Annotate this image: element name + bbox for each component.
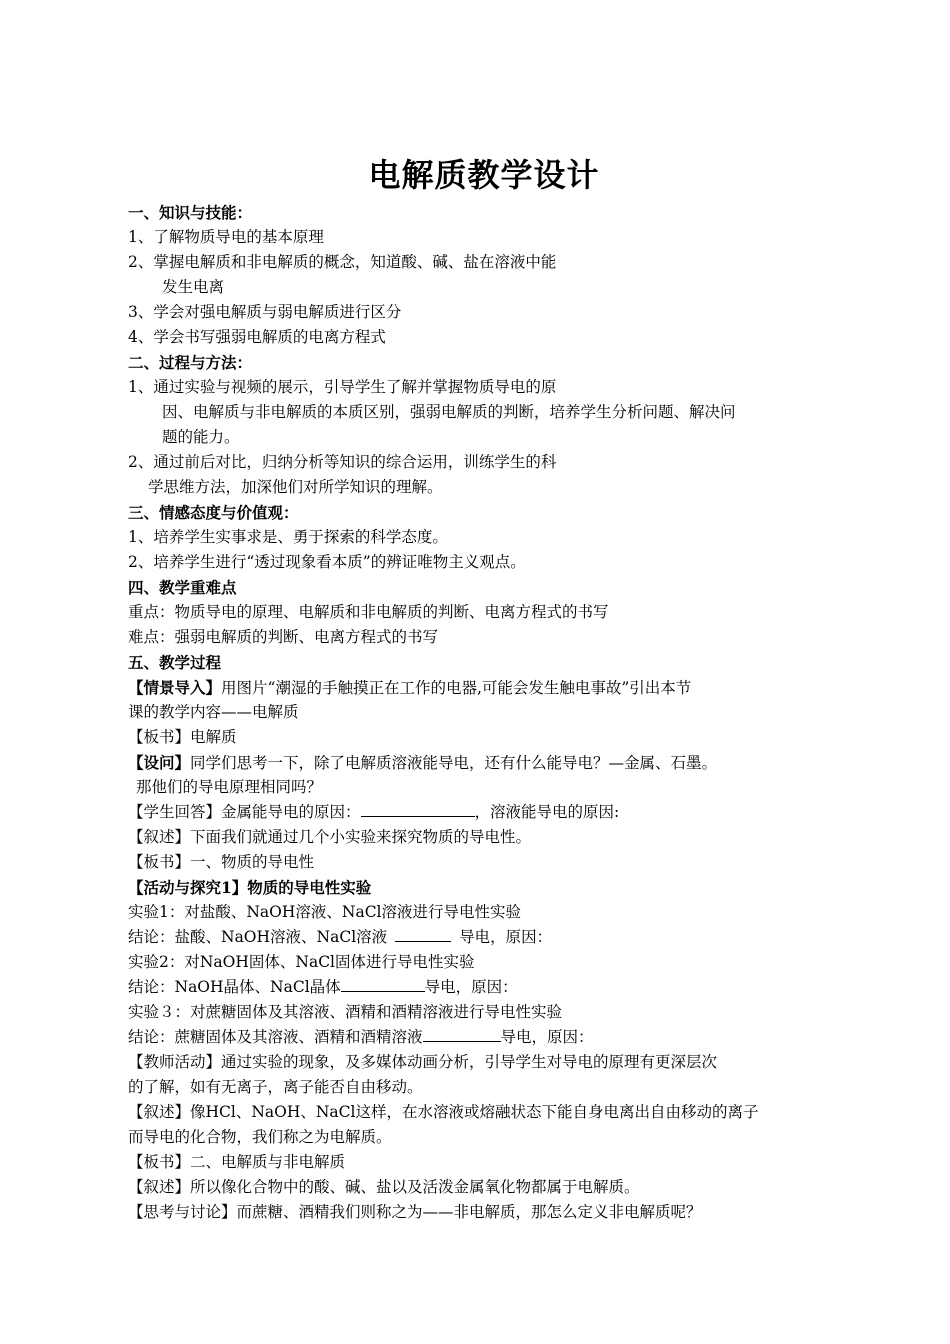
- text-line: 【板书】电解质: [128, 728, 237, 746]
- text-line: 的了解，如有无离子，离子能否自由移动。: [128, 1078, 423, 1096]
- text-line: 题的能力。: [162, 428, 240, 446]
- text-line: [128, 925, 840, 950]
- text-line: 实验1：对盐酸、NaOH溶液、NaCl溶液进行导电性实验: [128, 903, 522, 921]
- fill-blank: [395, 925, 451, 942]
- text-line: 1、培养学生实事求是、勇于探索的科学态度。: [128, 528, 448, 546]
- text-line: 1、了解物质导电的基本原理: [128, 228, 324, 246]
- text-line: 【叙述】像HCl、NaOH、NaCl这样，在水溶液或熔融状态下能自身电离出自由移动的离子: [128, 1103, 759, 1121]
- section-heading-teaching-process: 五、教学过程: [128, 653, 222, 672]
- fill-blank: [341, 975, 425, 992]
- text-line: [128, 1025, 840, 1050]
- text-line: 【思考与讨论】而蔗糖、酒精我们则称之为——非电解质，那怎么定义非电解质呢？: [128, 1203, 702, 1221]
- text-line: 重点：物质导电的原理、电解质和非电解质的判断、电离方程式的书写: [128, 603, 609, 621]
- text-span: 结论：盐酸、NaOH溶液、NaCl溶液: [128, 928, 388, 946]
- text-line: 2、掌握电解质和非电解质的概念，知道酸、碱、盐在溶液中能: [128, 253, 557, 271]
- fill-blank: [423, 1025, 501, 1042]
- text-line: 发生电离: [162, 278, 225, 296]
- text-line: 4、学会书写强弱电解质的电离方程式: [128, 328, 386, 346]
- text-span: ，溶液能导电的原因:: [474, 803, 620, 821]
- tag-label: 【学生回答】: [128, 803, 222, 821]
- fill-blank: [361, 800, 475, 817]
- text-span: 用图片“潮湿的手触摸正在工作的电器,可能会发生触电事故”引出本节: [221, 679, 692, 697]
- text-line: 【活动与探究1】物质的导电性实验: [128, 878, 372, 897]
- text-line: 那他们的导电原理相同吗？: [136, 778, 323, 796]
- text-span: 结论：NaOH晶体、NaCl晶体: [128, 978, 341, 996]
- tag-label: 【情景导入】: [128, 678, 222, 697]
- text-line: [128, 675, 840, 700]
- text-span: 金属能导电的原因：: [221, 803, 361, 821]
- tag-label: 【设问】: [128, 753, 191, 772]
- section-heading-values: 三、情感态度与价值观：: [128, 503, 299, 522]
- text-line: 难点：强弱电解质的判断、电离方程式的书写: [128, 628, 439, 646]
- text-line: 实验３：对蔗糖固体及其溶液、酒精和酒精溶液进行导电性实验: [128, 1003, 563, 1021]
- text-line: 1、通过实验与视频的展示，引导学生了解并掌握物质导电的原: [128, 378, 557, 396]
- text-span: 导电，原因：: [459, 928, 553, 946]
- text-span: 导电，原因：: [500, 1028, 594, 1046]
- text-line: 【板书】二、电解质与非电解质: [128, 1153, 346, 1171]
- text-line: 2、培养学生进行“透过现象看本质”的辨证唯物主义观点。: [128, 553, 526, 571]
- text-line: 而导电的化合物，我们称之为电解质。: [128, 1128, 392, 1146]
- page-title: 电解质教学设计: [368, 156, 600, 194]
- text-line: 2、通过前后对比，归纳分析等知识的综合运用，训练学生的科: [128, 453, 557, 471]
- text-line: 3、学会对强电解质与弱电解质进行区分: [128, 303, 402, 321]
- text-line: [128, 800, 840, 825]
- text-line: 实验2：对NaOH固体、NaCl固体进行导电性实验: [128, 953, 475, 971]
- section-heading-process: 二、过程与方法：: [128, 353, 253, 372]
- text-span: 结论：蔗糖固体及其溶液、酒精和酒精溶液: [128, 1028, 423, 1046]
- text-line: 【教师活动】通过实验的现象，及多媒体动画分析，引导学生对导电的原理有更深层次: [128, 1053, 718, 1071]
- section-heading-keypoints: 四、教学重难点: [128, 578, 237, 597]
- text-line: [128, 975, 840, 1000]
- text-line: 学思维方法，加深他们对所学知识的理解。: [148, 478, 443, 496]
- text-line: 课的教学内容——电解质: [128, 703, 299, 721]
- text-line: 【板书】一、物质的导电性: [128, 853, 315, 871]
- text-line: 【叙述】所以像化合物中的酸、碱、盐以及活泼金属氧化物都属于电解质。: [128, 1178, 640, 1196]
- text-span: 导电，原因：: [424, 978, 518, 996]
- text-line: 因、电解质与非电解质的本质区别，强弱电解质的判断，培养学生分析问题、解决问: [162, 403, 736, 421]
- text-span: 同学们思考一下，除了电解质溶液能导电，还有什么能导电？—金属、石墨。: [190, 754, 718, 772]
- document-page: [128, 150, 840, 1225]
- section-heading-knowledge: 一、知识与技能：: [128, 203, 253, 222]
- text-line: [128, 750, 840, 775]
- text-line: 【叙述】下面我们就通过几个小实验来探究物质的导电性。: [128, 828, 532, 846]
